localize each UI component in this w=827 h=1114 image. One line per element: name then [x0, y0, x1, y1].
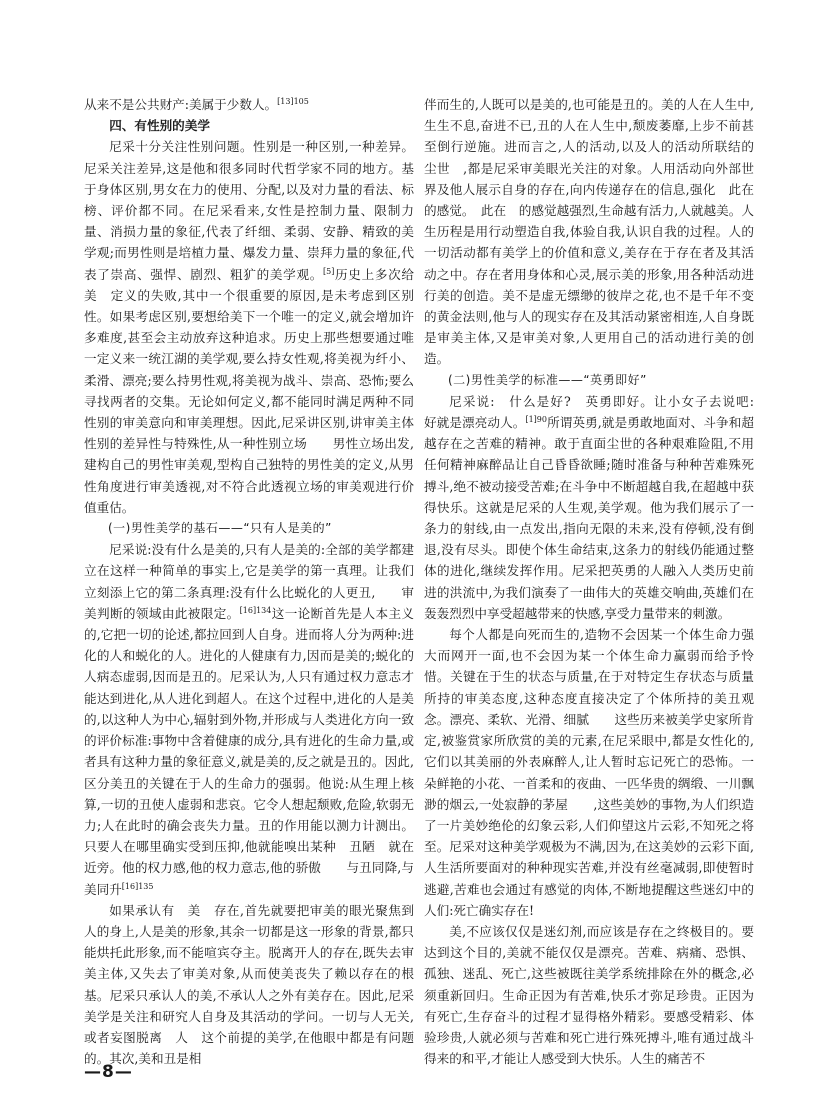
page-number: —8—: [84, 1062, 133, 1082]
subsection-heading: (一)男性美学的基石——“只有人是美的”: [108, 521, 332, 536]
subsection-heading: (二)男性美学的标准——“英勇即好”: [448, 372, 647, 387]
citation: [16]135: [121, 881, 154, 891]
paragraph: 尼采说:没有什么是美的,只有人是美的:全部的美学都建立在这样一种简单的事实上,它是美学的第一真理。让我们立刻添上它的第二条真理:没有什么比蜕化的人更丑, 审美判断的领域由此被限定。$^{[16]134}$这一论断首先是人本主义的,它把一切的论述,都拉回到人自身。进而将人分为两种:进化的人和蜕化的人。进化的人健康有力,因而是美的;蜕化的人病态虚弱,因而是丑的。尼采认为,人只有通过权力意志才能达到进化,从人进化到超人。在这个过程中,进化的人是美的,以这种人为中心,辐射到外物,并形成与人类进化方向一致的评价标准:事物中含着健康的成分,具有进化的生命力量,或者具有这种力量的象征意义,就是美的,反之就是丑的。因此,区分美丑的关键在于人的生命力的强弱。他说:从生理上核算,一切的丑使人虚弱和悲哀。它令人想起颓败,危险,软弱无力;人在此时的确会丧失力量。丑的作用能以测力计测出。只要人在哪里确实受到压抑,他就能嗅出某种 丑陋 就在近旁。他的权力感,他的权力意志,他的骄傲 与丑同降,与美同升$^{[16]135}$: [84, 542, 415, 897]
paragraph: 伴而生的,人既可以是美的,也可能是丑的。美的人在人生中,生生不息,奋进不已,丑的人在人生中,颓废萎靡,上步不前甚至倒行逆施。进而言之,人的活动,以及人的活动所联结的 尘世 ,都是尼采审美眼光关注的对象。人用活动向外部世界及他人展示自身的存在,向内传递存在的信息,强化 此在 的感觉。 此在 的感觉越强烈,生命越有活力,人就越美。人生历程是用行动塑造自我,体验自我,认识自我的过程。人的一切活动都有美学上的价值和意义,美存在于存在者及其活动之中。存在者用身体和心灵,展示美的形象,用各种活动进行美的创造。美不是虚无缥缈的彼岸之花,也不是千年不变的黄金法则,他与人的现实存在及其活动紧密相连,人自身既是审美主体,又是审美对象,人更用自己的活动进行美的创造。: [424, 97, 767, 367]
right-column: [424, 94, 767, 1067]
section-heading: 四、有性别的美学: [109, 118, 210, 134]
citation: [5]: [323, 266, 335, 276]
paragraph: 每个人都是向死而生的,造物不会因某一个体生命力强大而网开一面,也不会因为某一个体生命力赢弱而给予怜惜。关键在于生的状态与质量,在于对特定生存状态与质量所持的审美态度,这种态度直接决定了个体所持的美丑观念。漂亮、柔软、光滑、细腻 这些历来被美学史家所肯定,被鉴赏家所欣赏的美的元素,在尼采眼中,都是女性化的,它们以其美丽的外表麻醉人,让人暂时忘记死亡的恐怖。一朵鲜艳的小花、一首柔和的夜曲、一匹华贵的绸缎、一川飘渺的烟云,一处寂静的茅屋 ,这些美妙的事物,为人们织造了一片美妙绝伦的幻象云彩,人们仰望这片云彩,不知死之将至。尼采对这种美学观极为不满,因为,在这美妙的云彩下面,人生活所要面对的种种现实苦难,并没有丝毫减弱,即使暂时逃避,苦难也会通过有感觉的肉体,不断地提醒这些迷幻中的人们:死亡确实存在!: [424, 627, 754, 918]
paragraph: 美,不应该仅仅是迷幻剂,而应该是存在之终极目的。要达到这个目的,美就不能仅仅是漂亮。苦难、病痛、恐惧、孤独、迷乱、死亡,这些被既往美学系统排除在外的概念,必须重新回归。生命正因为有苦难,快乐才弥足珍贵。正因为有死亡,生存奋斗的过程才显得格外精彩。要感受精彩、体验珍贵,人就必须与苦难和死亡进行殊死搏斗,唯有通过战斗得来的和平,才能让人感受到大快乐。人生的痛苦不: [424, 923, 754, 1067]
paragraph: 如果承认有 美 存在,首先就要把审美的眼光聚焦到人的身上,人是美的形象,其余一切都是这一形象的背景,都只能烘托此形象,而不能喧宾夺主。脱离开人的存在,既失去审美主体,又失去了审美对象,从而使美丧失了赖以存在的根基。尼采只承认人的美,不承认人之外有美存在。因此,尼采美学是关注和研究人自身及其活动的学问。一切与人无关,或者妄图脱离 人 这个前提的美学,在他眼中都是有问题的。其次,美和丑是相: [84, 902, 414, 1067]
citation: [13]105: [277, 97, 309, 106]
citation: [1]90: [525, 415, 547, 425]
citation: [16]134: [239, 605, 272, 615]
paragraph: 尼采十分关注性别问题。性别是一种区别,一种差异。尼采关注差异,这是他和很多同时代哲学家不同的地方。基于身体区别,男女在力的使用、分配,以及对力量的看法、标榜、评价都不同。在尼采看来,女性是控制力量、限制力量、消损力量的象征,代表了纤细、柔弱、安静、精致的美学观;而男性则是培植力量、爆发力量、崇拜力量的象征,代表了崇高、强悍、剧烈、粗犷的美学观。[5]历史上多次给 美 定义的失败,其中一个很重要的原因,是未考虑到区别性。如果考虑区别,要想给美下一个唯一的定义,就会增加许多难度,甚至会主动放弃这种追求。历史上那些想要通过唯一定义来一统江湖的美学观,要么持女性观,将美视为纤小、柔滑、漂亮;要么持男性观,将美视为战斗、崇高、恐怖;要么寻找两者的交集。无论如何定义,都不能同时满足两种不同性别的审美意向和审美理想。因此,尼采讲区别,讲审美主体性别的差异性与特殊性,从一种性别立场 男性立场出发,建构自己的男性审美观,型构自己独特的男性美的定义,从男性角度进行审美透视,对不符合此透视立场的审美观进行价值重估。: [84, 139, 427, 515]
left-column: [84, 94, 427, 1067]
paragraph: 从来不是公共财产:美属于少数人。$^{[13]105}$: [84, 97, 309, 112]
paragraph: 尼采说: 什么是好? 英勇即好。让小女子去说吧: 好就是漂亮动人。$^{[1]90}$所谓英勇,就是勇敢地面对、斗争和超越存在之苦难的精神。敢于直面尘世的各种艰难险阻,不用任何精神麻醉品让自己昏昏欲睡;随时准备与种种苦难殊死搏斗,绝不被动接受苦难;在斗争中不断超越自我,在超越中获得快乐。这就是尼采的人生观,美学观。他为我们展示了一条力的射线,由一点发出,指向无限的未来,没有停顿,没有倒退,没有尽头。即使个体生命结束,这条力的射线仍能通过整体的进化,继续发挥作用。尼采把英勇的人融入人类历史前进的洪流中,为我们演奏了一曲伟大的英雄交响曲,英雄们在轰轰烈烈中享受超越带来的快感,享受力量带来的刺激。: [424, 393, 767, 621]
